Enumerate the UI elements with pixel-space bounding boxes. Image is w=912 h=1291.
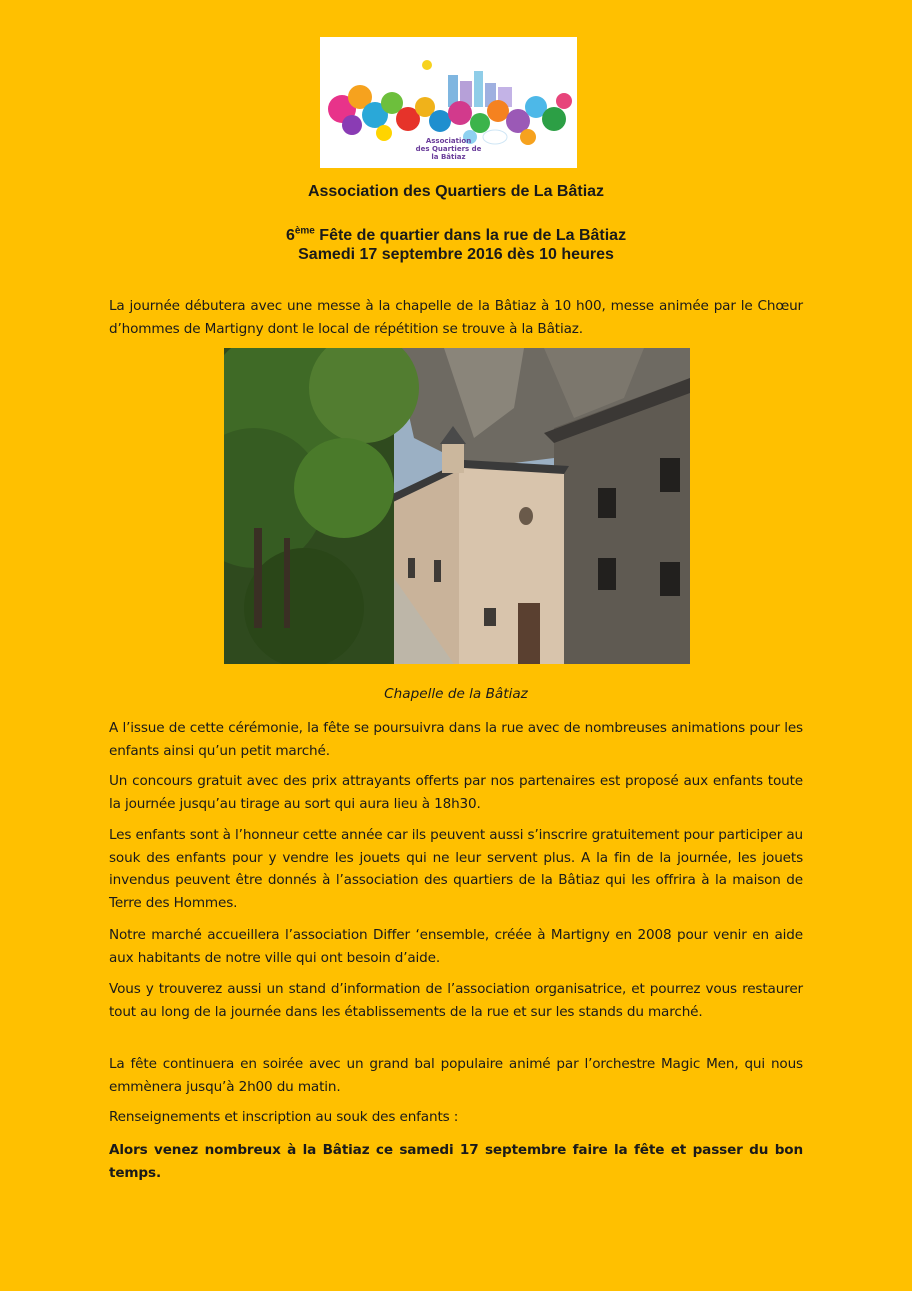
- paragraph-stand: Vous y trouverez aussi un stand d’information de l’association organisatrice, et pourrez vous restaurer tout au long de la journée dans les établissements de la rue et sur les stands du marché.: [109, 981, 803, 1020]
- logo-lettering: [320, 137, 577, 161]
- paragraph-children: Les enfants sont à l’honneur cette année car ils peuvent aussi s’inscrire gratuitement pour participer au souk des enfants pour y vendre les jouets qui ne leur servent plus. A la fin de la journée, les jouets invendus peuvent être donnés à l’association des quartiers de la Bâtiaz qui les offrira à la maison de Terre des Hommes.: [109, 827, 803, 911]
- intro-paragraph: La journée débutera avec une messe à la chapelle de la Bâtiaz à 10 h00, messe animée par le Chœur d’hommes de Martigny dont le local de répétition se trouve à la Bâtiaz.: [109, 298, 803, 337]
- closing-paragraph: Alors venez nombreux à la Bâtiaz ce samedi 17 septembre faire la fête et passer du bon temps.: [109, 1142, 803, 1181]
- paragraph-evening: La fête continuera en soirée avec un grand bal populaire animé par l’orchestre Magic Men, qui nous emmènera jusqu’à 2h00 du matin.: [109, 1056, 803, 1095]
- event-ordinal-suffix: ème: [294, 225, 315, 237]
- event-date: Samedi 17 septembre 2016 dès 10 heures: [298, 246, 614, 263]
- photo-caption: Chapelle de la Bâtiaz: [384, 686, 528, 702]
- event-name: Fête de quartier dans la rue de La Bâtiaz: [314, 227, 627, 244]
- paragraph-market: Notre marché accueillera l’association Differ ‘ensemble, créée à Martigny en 2008 pour venir en aide aux habitants de notre ville qui ont besoin d’aide.: [109, 927, 803, 966]
- chapel-photo: [224, 348, 690, 664]
- event-title-line1: [0, 226, 912, 245]
- sun-icon: [422, 60, 432, 70]
- paragraph-contest: Un concours gratuit avec des prix attrayants offerts par nos partenaires est proposé aux enfants toute la journée jusqu’au tirage au sort qui aura lieu à 18h30.: [109, 773, 803, 812]
- association-logo: [320, 37, 577, 168]
- logo-text-line: la Bâtiaz: [431, 153, 466, 161]
- event-number: 6: [285, 227, 295, 244]
- paragraph-ceremony: A l’issue de cette cérémonie, la fête se poursuivra dans la rue avec de nombreuses animations pour les enfants ainsi qu’un petit marché.: [109, 720, 803, 759]
- logo-text-line: des Quartiers de: [415, 145, 482, 153]
- chapel-photo-illustration: [224, 348, 690, 664]
- organization-title: Association des Quartiers de La Bâtiaz: [307, 183, 605, 200]
- event-title: [0, 226, 912, 264]
- logo-text-line: Association: [425, 137, 472, 145]
- paragraph-info: Renseignements et inscription au souk des enfants :: [109, 1109, 459, 1125]
